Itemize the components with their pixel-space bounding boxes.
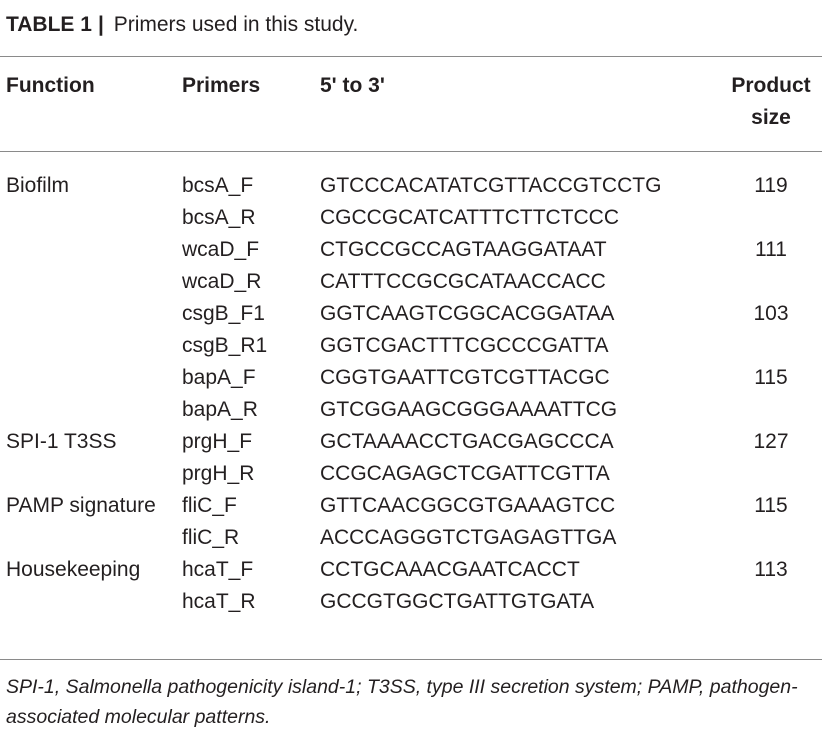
table-row xyxy=(0,394,822,426)
sequence-cell: GGTCGACTTTCGCCCGATTA xyxy=(320,334,609,357)
table-row xyxy=(0,458,822,490)
table-footnote: SPI-1, Salmonella pathogenicity island-1; T3SS, type III secretion system; PAMP, pathogen-associated molecular patterns. xyxy=(6,676,798,728)
sequence-cell: GCCGTGGCTGATTGTGATA xyxy=(320,590,595,613)
table-row xyxy=(0,490,822,522)
primer-cell: bcsA_R xyxy=(182,206,256,229)
size-cell: 113 xyxy=(754,558,788,581)
primer-cell: prgH_F xyxy=(182,430,253,453)
table-row xyxy=(0,330,822,362)
sequence-cell: GTTCAACGGCGTGAAAGTCC xyxy=(320,494,616,517)
primer-cell: wcaD_R xyxy=(182,270,262,293)
function-cell xyxy=(0,586,182,618)
size-cell xyxy=(714,394,822,426)
table-row xyxy=(0,202,822,234)
sequence-cell: GTCCCACATATCGTTACCGTCCTG xyxy=(320,174,662,197)
header-function: Function xyxy=(6,74,95,97)
header-product-size: Product size xyxy=(731,74,811,129)
function-cell xyxy=(0,394,182,426)
size-cell xyxy=(714,330,822,362)
top-rule xyxy=(0,56,822,57)
caption-separator: | xyxy=(97,13,104,36)
size-cell xyxy=(714,266,822,298)
sequence-cell: CCTGCAAACGAATCACCT xyxy=(320,558,580,581)
sequence-cell: CTGCCGCCAGTAAGGATAAT xyxy=(320,238,607,261)
table-row xyxy=(0,298,822,330)
function-cell: Biofilm xyxy=(6,174,70,197)
size-cell xyxy=(714,522,822,554)
function-cell xyxy=(0,202,182,234)
table-row xyxy=(0,554,822,586)
size-cell: 119 xyxy=(754,174,788,197)
caption-label: TABLE 1 xyxy=(6,13,92,36)
sequence-cell: GCTAAAACCTGACGAGCCCA xyxy=(320,430,614,453)
function-cell: PAMP signature xyxy=(6,494,156,517)
bottom-rule xyxy=(0,659,822,660)
table-row xyxy=(0,586,822,618)
sequence-cell: CCGCAGAGCTCGATTCGTTA xyxy=(320,462,610,485)
sequence-cell: GTCGGAAGCGGGAAAATTCG xyxy=(320,398,618,421)
size-cell: 127 xyxy=(753,430,789,453)
function-cell xyxy=(0,298,182,330)
primer-cell: csgB_F1 xyxy=(182,302,265,325)
header-sequence: 5' to 3' xyxy=(320,74,385,97)
size-cell: 115 xyxy=(754,494,788,517)
table-row xyxy=(0,426,822,458)
primer-cell: wcaD_F xyxy=(182,238,260,261)
size-cell: 115 xyxy=(754,366,788,389)
function-cell: SPI-1 T3SS xyxy=(6,430,117,453)
size-cell xyxy=(714,458,822,490)
primer-cell: hcaT_R xyxy=(182,590,256,613)
table-caption xyxy=(6,12,358,38)
primer-cell: bcsA_F xyxy=(182,174,254,197)
function-cell xyxy=(0,362,182,394)
primer-cell: hcaT_F xyxy=(182,558,254,581)
table-row xyxy=(0,234,822,266)
function-cell xyxy=(0,234,182,266)
size-cell xyxy=(714,202,822,234)
primers-table xyxy=(0,70,822,618)
sequence-cell: ACCCAGGGTCTGAGAGTTGA xyxy=(320,526,617,549)
function-cell xyxy=(0,266,182,298)
size-cell xyxy=(714,586,822,618)
sequence-cell: CGGTGAATTCGTCGTTACGC xyxy=(320,366,610,389)
primer-cell: prgH_R xyxy=(182,462,255,485)
header-primers: Primers xyxy=(182,74,261,97)
primer-cell: bapA_F xyxy=(182,366,256,389)
table-row xyxy=(0,266,822,298)
function-cell xyxy=(0,330,182,362)
sequence-cell: GGTCAAGTCGGCACGGATAA xyxy=(320,302,615,325)
header-row xyxy=(0,70,822,152)
primer-cell: bapA_R xyxy=(182,398,258,421)
primer-cell: fliC_R xyxy=(182,526,240,549)
table-row xyxy=(0,522,822,554)
sequence-cell: CATTTCCGCGCATAACCACC xyxy=(320,270,606,293)
caption-text: Primers used in this study. xyxy=(113,13,359,36)
table-row xyxy=(0,362,822,394)
function-cell xyxy=(0,458,182,490)
size-cell: 103 xyxy=(753,302,789,325)
function-cell xyxy=(0,522,182,554)
primer-cell: csgB_R1 xyxy=(182,334,268,357)
function-cell: Housekeeping xyxy=(6,558,141,581)
size-cell: 111 xyxy=(755,238,787,261)
primer-cell: fliC_F xyxy=(182,494,237,517)
table-row xyxy=(0,152,822,202)
sequence-cell: CGCCGCATCATTTCTTCTCCC xyxy=(320,206,620,229)
